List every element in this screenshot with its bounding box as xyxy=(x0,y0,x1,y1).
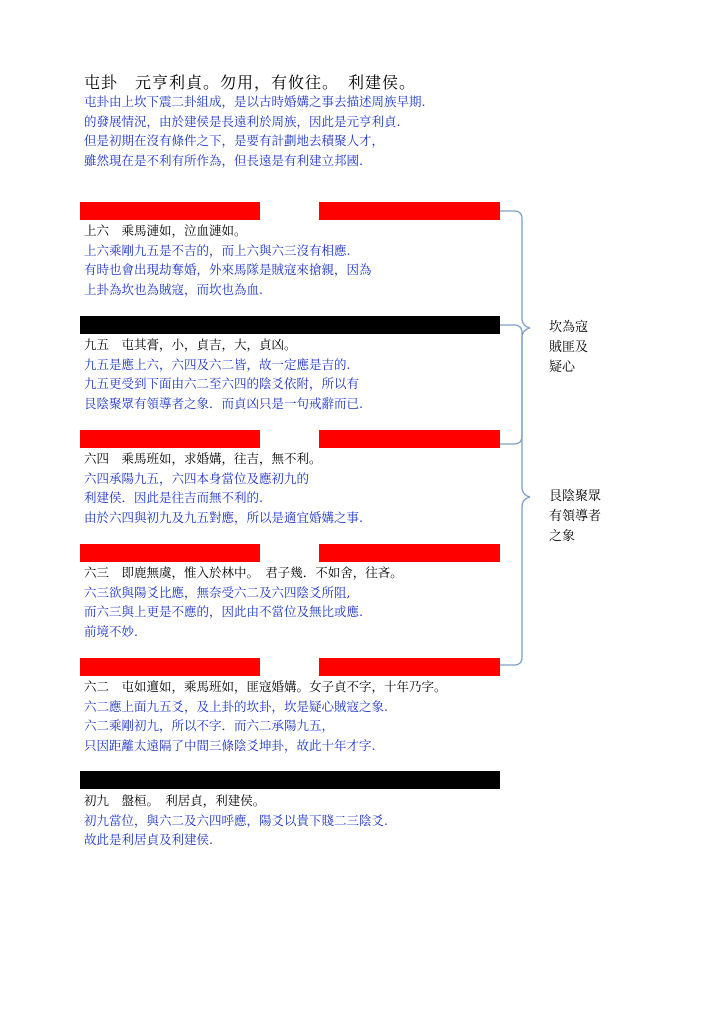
line-commentary: 九五是應上六，六四及六二皆，故一定應是吉的. xyxy=(84,356,351,372)
hexagram-title: 屯卦 元亨利貞。勿用，有攸往。 利建侯。 xyxy=(84,73,417,92)
line-commentary: 由於六四與初九及九五對應，所以是適宜婚媾之事. xyxy=(84,509,363,525)
line-heading: 六三 即鹿無虞，惟入於林中。 君子幾．不如舍，往吝。 xyxy=(84,565,403,580)
line-commentary: 上卦為坎也為賊寇，而坎也為血. xyxy=(84,281,263,297)
inner-trigram-brace xyxy=(500,325,530,665)
line-commentary: 故此是利居貞及利建侯. xyxy=(84,832,213,847)
upper-trigram-brace xyxy=(500,211,530,444)
intro-line: 但是初期在沒有條件之下，是要有計劃地去積聚人才， xyxy=(84,133,385,148)
line-commentary: 初九當位，與六二及六四呼應，陽爻以貴下賤二三陰爻. xyxy=(84,812,388,828)
line-commentary: 六四承陽九五，六四本身當位及應初九的 xyxy=(84,470,310,486)
annotation-line: 有領導者 xyxy=(549,509,602,524)
intro-line: 雖然現在是不利有所作為，但長遠是有利建立邦國. xyxy=(84,152,363,168)
line-commentary: 只因距離太遠隔了中間三條陰爻坤卦，故此十年才字. xyxy=(84,737,376,753)
line-commentary: 六二應上面九五爻，及上卦的坎卦，坎是疑心賊寇之象. xyxy=(84,698,388,714)
line-heading: 六四 乘馬班如，求婚媾，往吉，無不利。 xyxy=(84,451,322,466)
inner-trigram-annotation xyxy=(549,487,601,547)
line-commentary: 九五更受到下面由六二至六四的陰爻依附，所以有 xyxy=(84,376,360,391)
line-commentary: 六二乘剛初九，所以不字．而六二承陽九五， xyxy=(84,718,335,733)
annotation-line: 坎為寇 xyxy=(549,320,589,335)
intro-line: 的發展情況，由於建侯是長遠利於周族，因此是元亨利貞. xyxy=(84,113,401,129)
line-commentary: 而六三與上更是不應的，因此由不當位及無比或應. xyxy=(84,604,363,619)
line-commentary: 有時也會出現劫奪婚，外來馬隊是賊寇來搶親，因為 xyxy=(84,262,372,277)
annotation-line: 之象 xyxy=(549,529,576,544)
line-commentary: 利建侯．因此是往吉而無不利的. xyxy=(84,490,263,505)
line-commentary: 艮陰聚眾有領導者之象．而貞凶只是一句戒辭而已. xyxy=(84,395,363,411)
line-commentary: 六三欲與陽爻比應，無奈受六二及六四陰爻所阻, xyxy=(84,584,351,600)
annotation-line: 艮陰聚眾 xyxy=(549,489,602,504)
annotation-line: 賊匪及 xyxy=(549,340,589,355)
line-heading: 初九 盤桓。 利居貞，利建侯。 xyxy=(84,793,266,808)
line-heading: 九五 屯其膏，小，貞吉，大，貞凶。 xyxy=(84,337,297,352)
upper-trigram-annotation xyxy=(549,318,588,378)
line-heading: 上六 乘馬漣如，泣血漣如。 xyxy=(84,223,247,238)
annotation-line: 疑心 xyxy=(549,360,576,375)
line-commentary: 前境不妙. xyxy=(84,623,138,639)
line-commentary: 上六乘剛九五是不吉的，而上六與六三沒有相應. xyxy=(84,242,351,258)
intro-line: 屯卦由上坎下震二卦組成，是以古時婚媾之事去描述周族早期. xyxy=(84,94,426,109)
line-heading: 六二 屯如邅如，乘馬班如，匪寇婚媾。女子貞不字，十年乃字。 xyxy=(84,679,447,694)
